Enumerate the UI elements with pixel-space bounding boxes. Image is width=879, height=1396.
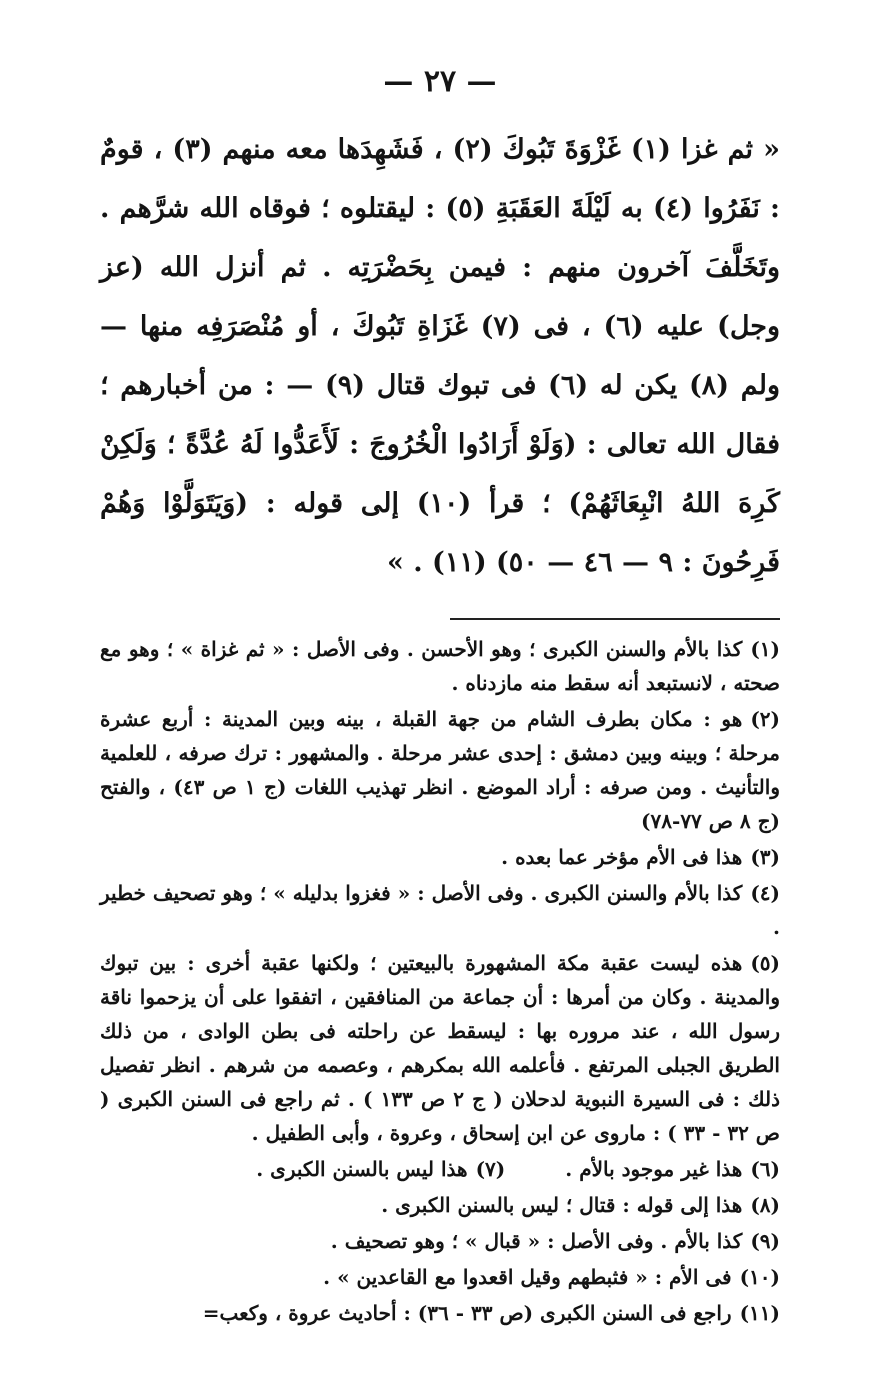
page-number: — ٢٧ — [383, 64, 497, 99]
footnote-number: (٧) [475, 1157, 506, 1181]
footnote-9 [100, 1224, 780, 1258]
footnote-8 [100, 1188, 780, 1222]
footnote-divider [450, 618, 780, 620]
footnote-text: كذا بالأم والسنن الكبرى ؛ وهو الأحسن . وفى الأصل : « ثم غزاة » ؛ وهو مع صحته ، لانستبعد أنه سقط منه مازدناه . [100, 637, 780, 695]
footnote-7 [256, 1152, 505, 1186]
footnote-number: (٥) [750, 951, 780, 975]
footnote-text: كذا بالأم والسنن الكبرى . وفى الأصل : « فغزوا بدليله » ؛ وهو تصحيف خطير . [100, 881, 780, 939]
footnote-number: (١٠) [739, 1265, 780, 1289]
footnote-10 [100, 1260, 780, 1294]
footnote-4 [100, 876, 780, 944]
footnote-number: (١١) [739, 1301, 780, 1325]
footnote-11 [100, 1296, 780, 1330]
footnote-row-6-7 [100, 1152, 780, 1186]
footnote-text: هذه ليست عقبة مكة المشهورة بالبيعتين ؛ ولكنها عقبة أخرى : بين تبوك والمدينة . وكان من أمرها : أن جماعة من المنافقين ، اتفقوا على أن يزحموا ناقة رسول الله ، عند مروره بها : ليسقط عن راحلته فى بطن الوادى ، من ذلك الطريق الجبلى المرتفع . فأعلمه الله بمكرهم ، وعصمه من شرهم . انظر تفصيل ذلك : فى السيرة النبوية لدحلان ( ج ٢ ص ١٣٣ ) . ثم راجع فى السنن الكبرى ( ص ٣٢ - ٣٣ ) : ماروى عن ابن إسحاق ، وعروة ، وأبى الطفيل . [100, 951, 781, 1145]
footnote-5 [100, 946, 780, 1150]
footnote-3 [100, 840, 780, 874]
footnote-number: (٤) [750, 881, 780, 905]
main-text-paragraph: « ثم غزا (١) غَزْوَةَ تَبُوكَ (٢) ، فَشَهِدَها معه منهم (٣) ، قومٌ : نَفَرُوا (٤) به لَيْلَةَ العَقَبَةِ (٥) : ليقتلوه ؛ فوقاه الله شرَّهم . وتَخَلَّفَ آخرون منهم : فيمن بِحَضْرَتِه . ثم أنزل الله (عز وجل) عليه (٦) ، فى (٧) غَزَاةِ تَبُوكَ ، أو مُنْصَرَفِه منها — ولم (٨) يكن له (٦) فى تبوك قتال (٩) — : من أخبارهم ؛ فقال الله تعالى : (وَلَوْ أَرَادُوا الْخُرُوجَ : لَأَعَدُّوا لَهُ عُدَّةً ؛ وَلَكِنْ كَرِهَ اللهُ انْبِعَاثَهُمْ) ؛ قرأ (١٠) إلى قوله : (وَيَتَوَلَّوْا وَهُمْ فَرِحُونَ : ٩ — ٤٦ — ٥٠) (١١) . » [100, 134, 781, 578]
footnotes-section [100, 632, 780, 1330]
footnote-text: هذا ليس بالسنن الكبرى . [256, 1157, 468, 1181]
footnote-number: (٩) [750, 1229, 780, 1253]
book-page [100, 60, 780, 1332]
footnote-number: (٣) [750, 845, 780, 869]
footnote-text: فى الأم : « فثبطهم وقيل اقعدوا مع القاعدين » . [323, 1265, 732, 1289]
footnote-text: هو : مكان بطرف الشام من جهة القبلة ، بينه وبين المدينة : أربع عشرة مرحلة ؛ وبينه وبين دمشق : إحدى عشر مرحلة . والمشهور : ترك صرفه ، للعلمية والتأنيث . ومن صرفه : أراد الموضع . انظر تهذيب اللغات (ج ١ ص ٤٣) ، والفتح (ج ٨ ص ٧٧-٧٨) [100, 707, 780, 833]
footnote-number: (١) [750, 637, 780, 661]
footnote-text: راجع فى السنن الكبرى (ص ٣٣ - ٣٦) : أحاديث عروة ، وكعب= [202, 1301, 732, 1325]
footnote-text: هذا إلى قوله : قتال ؛ ليس بالسنن الكبرى . [381, 1193, 743, 1217]
footnote-text: هذا غير موجود بالأم . [565, 1157, 743, 1181]
footnote-6 [565, 1152, 780, 1186]
footnote-text: كذا بالأم . وفى الأصل : « قبال » ؛ وهو تصحيف . [330, 1229, 743, 1253]
footnote-number: (٦) [750, 1157, 780, 1181]
footnote-number: (٢) [750, 707, 780, 731]
footnote-text: هذا فى الأم مؤخر عما بعده . [501, 845, 743, 869]
footnote-1 [100, 632, 780, 700]
footnote-number: (٨) [750, 1193, 780, 1217]
footnote-2 [100, 702, 780, 838]
